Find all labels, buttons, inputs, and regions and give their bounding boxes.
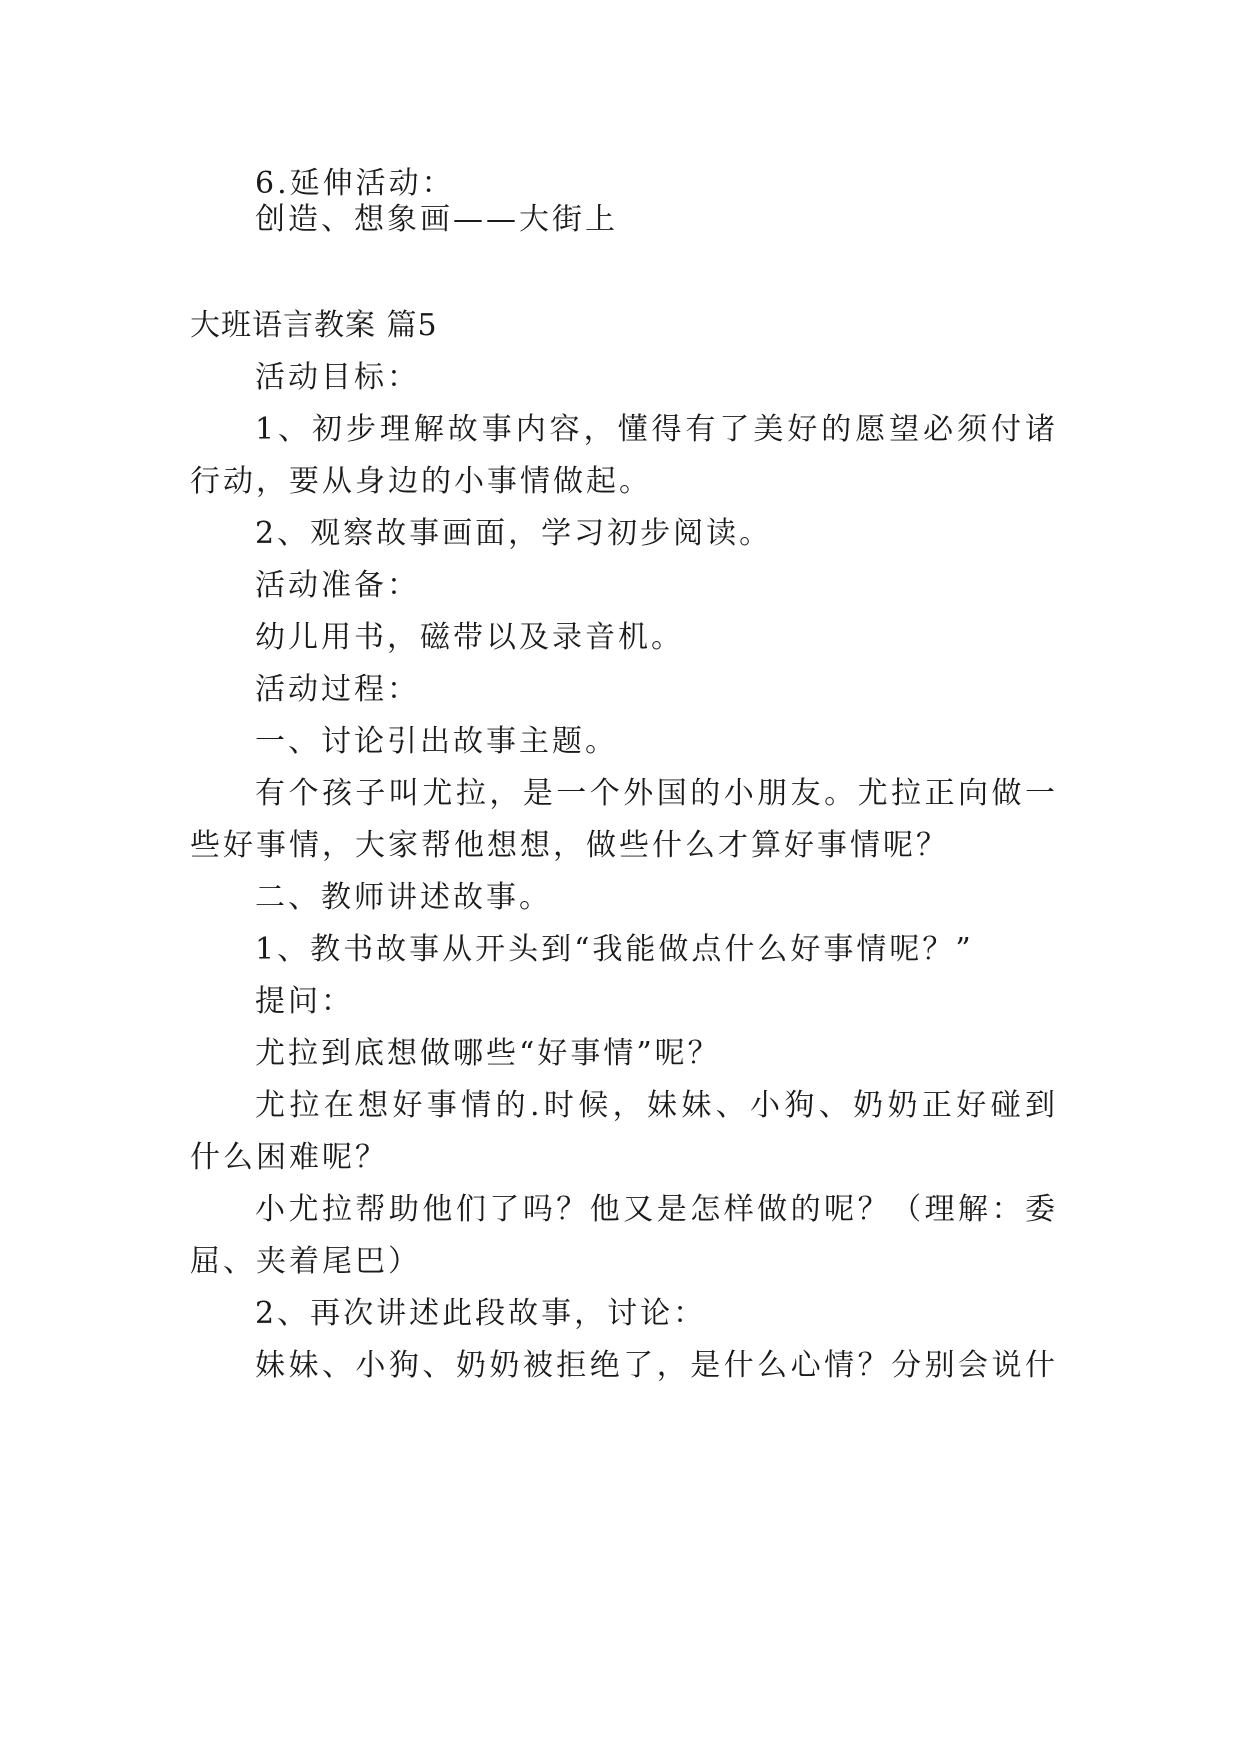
step-2-item-1: 1、教书故事从开头到“我能做点什么好事情呢？” <box>255 932 974 967</box>
prep-label: 活动准备： <box>255 568 420 603</box>
step-1-text-line-1: 有个孩子叫尤拉，是一个外国的小朋友。尤拉正向做一 <box>255 776 1058 811</box>
extension-activity-heading: 6.延伸活动： <box>255 166 455 201</box>
process-label: 活动过程： <box>255 672 420 707</box>
step-1-heading: 一、讨论引出故事主题。 <box>255 724 618 759</box>
question-4-line-1: 妹妹、小狗、奶奶被拒绝了，是什么心情？分别会说什 <box>255 1348 1058 1383</box>
goal-2: 2、观察故事画面，学习初步阅读。 <box>255 516 773 551</box>
step-1-text-line-2: 些好事情，大家帮他想想，做些什么才算好事情呢？ <box>190 828 949 863</box>
goal-1-line-2: 行动，要从身边的小事情做起。 <box>190 464 652 499</box>
question-3-line-1: 小尤拉帮助他们了吗？他又是怎样做的呢？（理解：委 <box>255 1192 1058 1227</box>
goals-label: 活动目标： <box>255 360 420 395</box>
step-2-heading: 二、教师讲述故事。 <box>255 880 552 915</box>
goal-1-line-1: 1、初步理解故事内容，懂得有了美好的愿望必须付诸 <box>255 412 1058 447</box>
question-3-line-2: 屈、夹着尾巴） <box>190 1244 421 1279</box>
lesson-title: 大班语言教案 篇5 <box>190 308 438 343</box>
step-2-item-2: 2、再次讲述此段故事，讨论： <box>255 1296 707 1331</box>
question-label: 提问： <box>255 984 354 1019</box>
prep-text: 幼儿用书，磁带以及录音机。 <box>255 620 684 655</box>
question-1: 尤拉到底想做哪些“好事情”呢？ <box>255 1036 721 1071</box>
extension-activity-text: 创造、想象画——大街上 <box>255 202 618 237</box>
question-2-line-2: 什么困难呢？ <box>190 1140 388 1175</box>
question-2-line-1: 尤拉在想好事情的.时候，妹妹、小狗、奶奶正好碰到 <box>255 1088 1058 1123</box>
